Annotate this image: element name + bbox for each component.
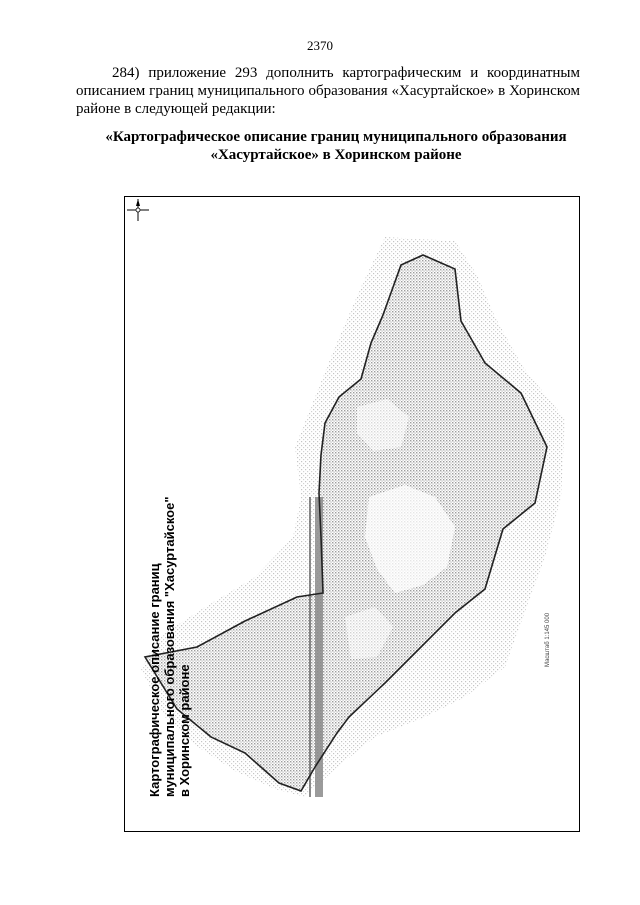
map-title-line-3: в Хоринском районе	[177, 664, 192, 797]
heading-line-2: «Хасуртайское» в Хоринском районе	[210, 147, 462, 163]
boundary-map	[125, 197, 580, 832]
intro-paragraph: 284) приложение 293 дополнить картографическим и координатным описанием границ муниципального образования «Хасуртайское» в Хоринском районе в следующей редакции:	[76, 65, 580, 117]
road-corridor	[309, 497, 311, 797]
scale-label: Масштаб 1:145 000	[545, 612, 551, 667]
page-number: 2370	[307, 38, 333, 53]
map-frame	[124, 196, 580, 832]
heading-line-1: «Картографическое описание границ муниципального образования	[105, 129, 567, 145]
compass-rose-icon	[125, 197, 151, 223]
map-title-line-2: муниципального образования "Хасуртайское"	[162, 496, 177, 797]
map-title-line-1: Картографическое описание границ	[147, 563, 162, 797]
document-heading	[76, 128, 596, 164]
